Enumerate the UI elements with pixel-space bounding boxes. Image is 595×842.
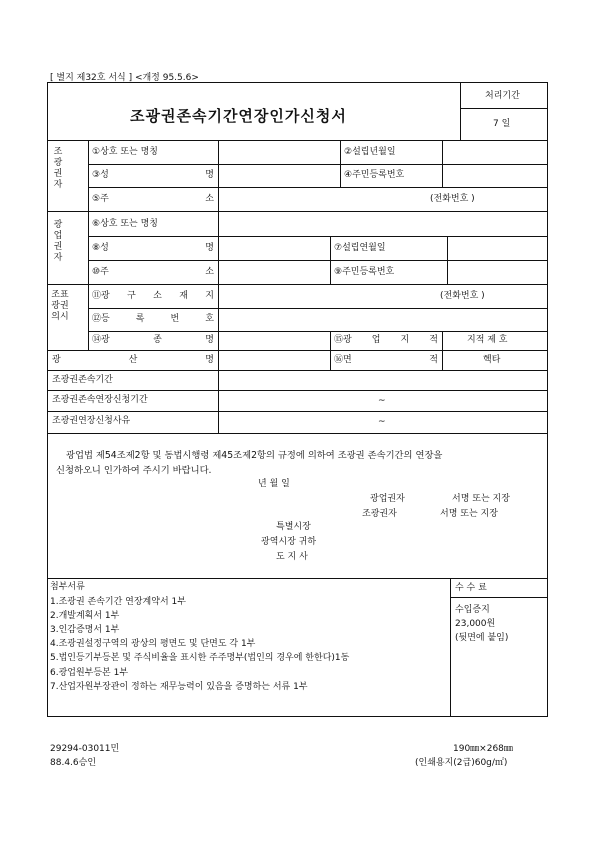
applicant-signature-role: 조광권자 <box>362 509 397 519</box>
divider <box>88 260 548 261</box>
divider <box>47 284 548 285</box>
founding-date-label: ②설립년월일 <box>344 147 396 157</box>
area-size-label: ⑯면 적 <box>334 355 438 365</box>
attachment-item: 6.광업원부등본 1부 <box>50 668 129 678</box>
applicant-name-label: ①상호 또는 명칭 <box>92 147 158 157</box>
attachment-item: 5.법인등기부등본 및 주식비율을 표시한 주주명부(법인의 경우에 한한다)1동 <box>50 653 350 663</box>
fee-header: 수 수 료 <box>455 583 487 593</box>
divider <box>47 578 548 579</box>
applicant-phone-label: (전화번호 ) <box>430 194 475 204</box>
divider <box>88 308 548 309</box>
mining-holder-name-label: ⑥상호 또는 명칭 <box>92 219 158 229</box>
applicant-id-label: ④주민등록번호 <box>344 170 405 180</box>
divider <box>450 597 548 598</box>
divider <box>330 236 331 284</box>
concession-display-group-label: 조표광권의시 <box>51 290 69 322</box>
applicant-group-label: 조광권자 <box>53 147 63 190</box>
divider <box>88 236 548 237</box>
divider <box>450 578 451 717</box>
applicant-address-label: ⑤주 소 <box>92 194 214 204</box>
mining-holder-signature-role: 광업권자 <box>370 494 405 504</box>
approval-date: 88.4.6승인 <box>50 758 97 768</box>
divider <box>442 140 443 187</box>
applicant-signature: 서명 또는 지장 <box>440 509 498 519</box>
mining-right-holder-group-label: 광업권자 <box>53 220 63 263</box>
attachment-item: 2.개발계획서 1부 <box>50 611 120 621</box>
date-line: 년 월 일 <box>258 479 290 489</box>
attachment-item: 4.조광권설정구역의 광상의 평면도 및 단면도 각 1부 <box>50 639 256 649</box>
divider <box>88 187 548 188</box>
divider <box>442 331 443 370</box>
divider <box>340 140 341 187</box>
mining-holder-address-label: ⑩주 소 <box>92 267 214 277</box>
divider <box>88 140 89 350</box>
form-reference: [ 별지 제32호 서식 ] <개정 95.5.6> <box>50 73 199 83</box>
concession-duration-label: 조광권존속기간 <box>52 375 113 385</box>
form-title: 조광권존속기간연장인가신청서 <box>130 107 347 125</box>
divider <box>47 411 548 412</box>
processing-period-value: 7 일 <box>493 119 511 129</box>
processing-period-label: 처리기간 <box>485 91 520 101</box>
divider <box>47 390 548 391</box>
attachment-item: 3.인감증명서 1부 <box>50 625 120 635</box>
fee-amount: 23,000원 <box>455 619 496 629</box>
mining-founding-date-label: ⑦설립연월일 <box>334 243 386 253</box>
divider <box>47 350 548 351</box>
extension-reason-tilde: ~ <box>378 417 386 427</box>
divider <box>460 108 548 109</box>
attachment-item: 1.조광권 존속기간 연장계약서 1부 <box>50 597 186 607</box>
divider <box>460 82 461 140</box>
mining-holder-id-label: ⑨주민등록번호 <box>334 267 395 277</box>
applicant-person-label: ③성 명 <box>92 170 214 180</box>
area-phone-label: (전화번호 ) <box>440 291 485 301</box>
extension-reason-label: 조광권연장신청사유 <box>52 416 131 426</box>
authority-metropolitan-city: 광역시장 귀하 <box>261 537 317 547</box>
mining-holder-person-label: ⑧성 명 <box>92 243 214 253</box>
paper-size: 190㎜×268㎜ <box>453 744 513 754</box>
divider <box>447 236 448 284</box>
fee-stamp-label: 수입증지 <box>455 605 490 615</box>
divider <box>218 140 219 433</box>
divider <box>47 433 548 434</box>
form-number: 29294-03011민 <box>50 744 120 754</box>
land-register-label: 지적 제 호 <box>467 335 508 345</box>
divider <box>88 331 548 332</box>
registration-number-label: ⑫등 록 번 호 <box>92 314 214 324</box>
mining-cadastre-label: ⑮광 업 지 적 <box>334 335 438 345</box>
divider <box>47 140 548 141</box>
attachments-header: 첨부서류 <box>50 582 85 592</box>
paper-type: (인쇄용지(2급)60g/㎡) <box>415 758 508 768</box>
divider <box>47 370 548 371</box>
statement-line-1: 광업법 제54조제2항 및 동법시행령 제45조제2항의 규정에 의하여 조광권 존속기간의 연장을 <box>66 450 443 461</box>
statement-line-2: 신청하오니 인가하여 주시기 바랍니다. <box>56 465 212 476</box>
mining-area-location-label: ⑪광 구 소 재 지 <box>92 291 214 301</box>
fee-note: (뒷면에 붙임) <box>455 633 509 643</box>
divider <box>88 164 548 165</box>
divider <box>47 211 548 212</box>
extension-request-period-label: 조광권존속연장신청기간 <box>52 395 148 405</box>
divider <box>330 331 331 370</box>
extension-period-tilde: ~ <box>378 396 386 406</box>
attachment-item: 7.산업자원부장관이 정하는 재무능력이 있음을 증명하는 서류 1부 <box>50 682 308 692</box>
mine-name-label: 광 산 명 <box>52 355 214 365</box>
mining-holder-signature: 서명 또는 지장 <box>452 494 510 504</box>
authority-special-city: 특별시장 <box>276 522 311 532</box>
hectare-unit: 헥타 <box>483 355 501 365</box>
authority-province: 도 지 사 <box>276 552 308 562</box>
mineral-name-label: ⑭광 종 명 <box>92 335 214 345</box>
